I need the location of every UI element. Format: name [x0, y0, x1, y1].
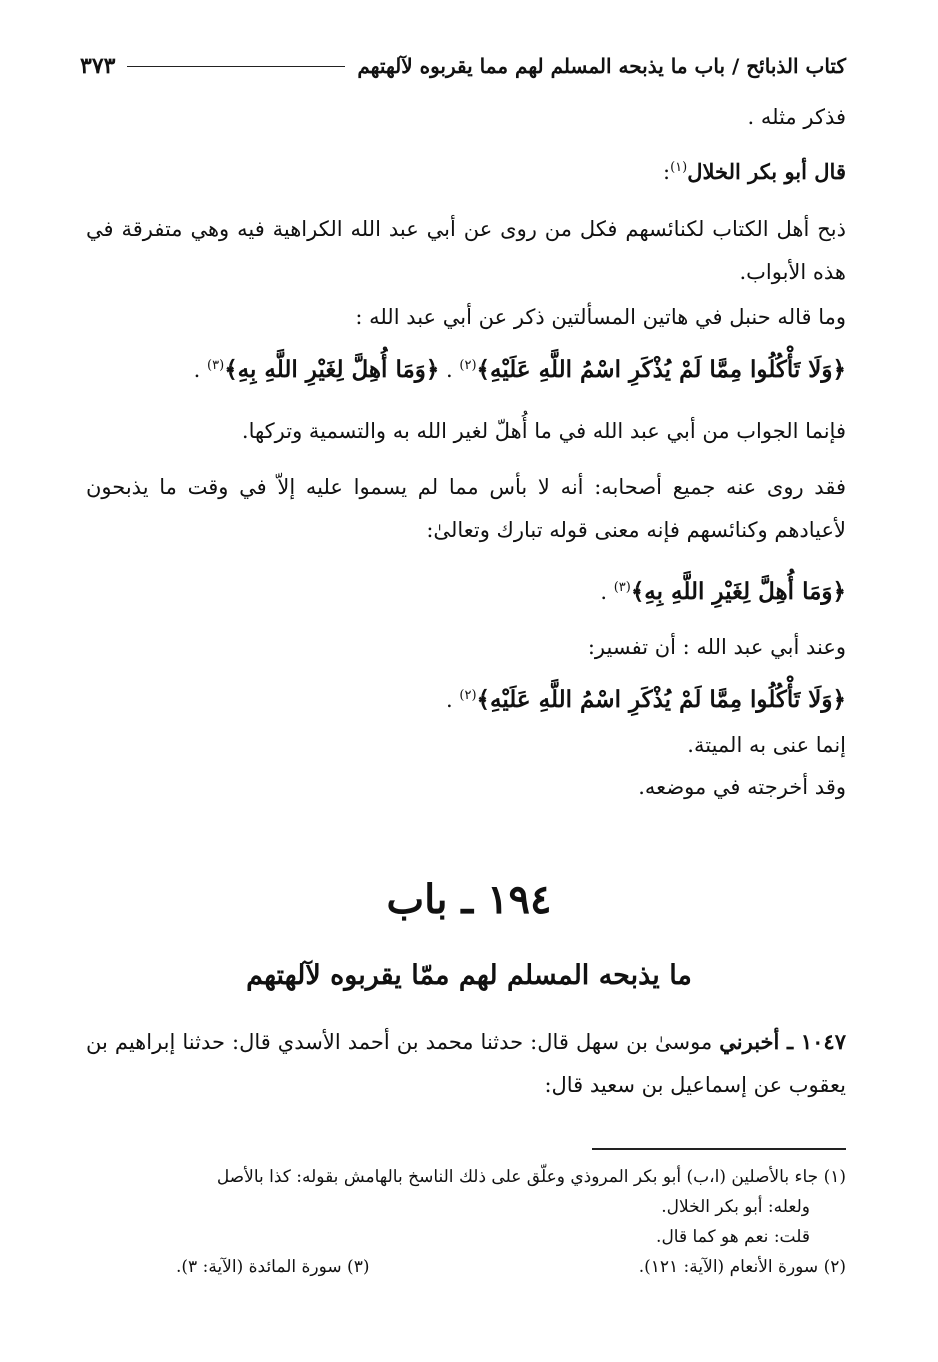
paragraph — [86, 724, 846, 767]
text-line: وعند أبي عبد الله : أن تفسير: — [587, 635, 846, 659]
hadith-number: ١٠٤٧ ـ أخبرني — [719, 1029, 846, 1054]
paragraph — [86, 466, 846, 552]
page-number: ٣٧٣ — [80, 53, 116, 79]
footnote-1: (١) جاء بالأصلين (ا،ب) أبو بكر المروذي وعلّق على ذلك الناسخ بالهامش بقوله: كذا بالأصل — [216, 1167, 846, 1187]
chapter-subtitle: ما يذبحه المسلم لهم ممّا يقربوه لآلهتهم — [246, 960, 692, 991]
chapter-heading: ١٩٤ ـ باب — [386, 876, 552, 923]
footnotes — [86, 1162, 846, 1282]
text-line: إنما عنى به الميتة. — [687, 733, 846, 757]
colon: : — [663, 160, 671, 184]
quran-verse: ﴿وَلَا تَأْكُلُوا مِمَّا لَمْ يُذْكَرِ اسْمُ اللَّهِ عَلَيْهِ﴾ — [476, 686, 846, 713]
speaker-label: قال أبو بكر الخلال — [687, 159, 846, 184]
footnote-rule — [592, 1148, 846, 1150]
footnote-marker: (٢) — [459, 688, 477, 703]
paragraph — [86, 296, 846, 339]
quran-line: ﴿وَلَا تَأْكُلُوا مِمَّا لَمْ يُذْكَرِ اسْمُ اللَّهِ عَلَيْهِ﴾$^{(٢)}$ . ﴿وَمَا أُهِلَّ لِغَيْرِ اللَّهِ بِهِ﴾$^{(٣)}$ . — [193, 356, 846, 383]
paragraph — [86, 766, 846, 809]
header-title: كتاب الذبائح / باب ما يذبحه المسلم لهم مما يقربوه لآلهتهم — [357, 54, 846, 78]
quran-line: ﴿وَلَا تَأْكُلُوا مِمَّا لَمْ يُذْكَرِ اسْمُ اللَّهِ عَلَيْهِ﴾$^{(٢)}$ . — [446, 686, 846, 713]
paragraph — [86, 150, 846, 194]
quran-verse: ﴿وَمَا أُهِلَّ لِغَيْرِ اللَّهِ بِهِ﴾ — [630, 578, 846, 605]
paragraph — [86, 626, 846, 669]
quran-line: ﴿وَمَا أُهِلَّ لِغَيْرِ اللَّهِ بِهِ﴾$^{(٣)}$ . — [600, 578, 846, 605]
running-header — [80, 48, 846, 84]
footnote-marker: (٣) — [613, 580, 631, 595]
footnote-3: (٣) سورة المائدة (الآية: ٣). — [176, 1257, 370, 1277]
paragraph — [86, 96, 846, 139]
footnote-marker: (١) — [670, 160, 688, 175]
quran-verse: ﴿وَمَا أُهِلَّ لِغَيْرِ اللَّهِ بِهِ﴾ — [224, 356, 440, 383]
text-line: وقد أخرجته في موضعه. — [638, 775, 846, 799]
footnote-1-cont: قلت: نعم هو كما قال. — [656, 1227, 810, 1247]
text-block: ذبح أهل الكتاب لكنائسهم فكل من روى عن أبي عبد الله الكراهية فيه وهي متفرقة في هذه الأبواب. — [86, 217, 846, 284]
footnote-row — [86, 1252, 846, 1282]
footnote-2: (٢) سورة الأنعام (الآية: ١٢١). — [638, 1257, 846, 1277]
quran-verse: ﴿وَلَا تَأْكُلُوا مِمَّا لَمْ يُذْكَرِ اسْمُ اللَّهِ عَلَيْهِ﴾ — [476, 356, 846, 383]
footnote-1-cont: ولعله: أبو بكر الخلال. — [661, 1197, 810, 1217]
text-line: وما قاله حنبل في هاتين المسألتين ذكر عن أبي عبد الله : — [355, 305, 846, 329]
paragraph — [86, 208, 846, 294]
paragraph — [86, 410, 846, 453]
footnote-marker: (٢) — [459, 358, 477, 373]
header-rule — [127, 66, 345, 67]
text-block: فقد روى عنه جميع أصحابه: أنه لا بأس مما لم يسموا عليه إلاّ في وقت ما يذبحون لأعيادهم وكنائسهم فإنه معنى قوله تبارك وتعالىٰ: — [86, 475, 846, 542]
text-line: فإنما الجواب من أبي عبد الله في ما أُهلّ لغير الله به والتسمية وتركها. — [241, 419, 846, 443]
hadith-text: موسىٰ بن سهل قال: حدثنا محمد بن أحمد الأسدي قال: حدثنا إبراهيم بن يعقوب عن إسماعيل بن سعيد قال: — [86, 1030, 846, 1097]
footnote-marker: (٣) — [207, 358, 225, 373]
hadith-paragraph — [86, 1020, 846, 1107]
text-line: فذكر مثله . — [747, 105, 846, 129]
